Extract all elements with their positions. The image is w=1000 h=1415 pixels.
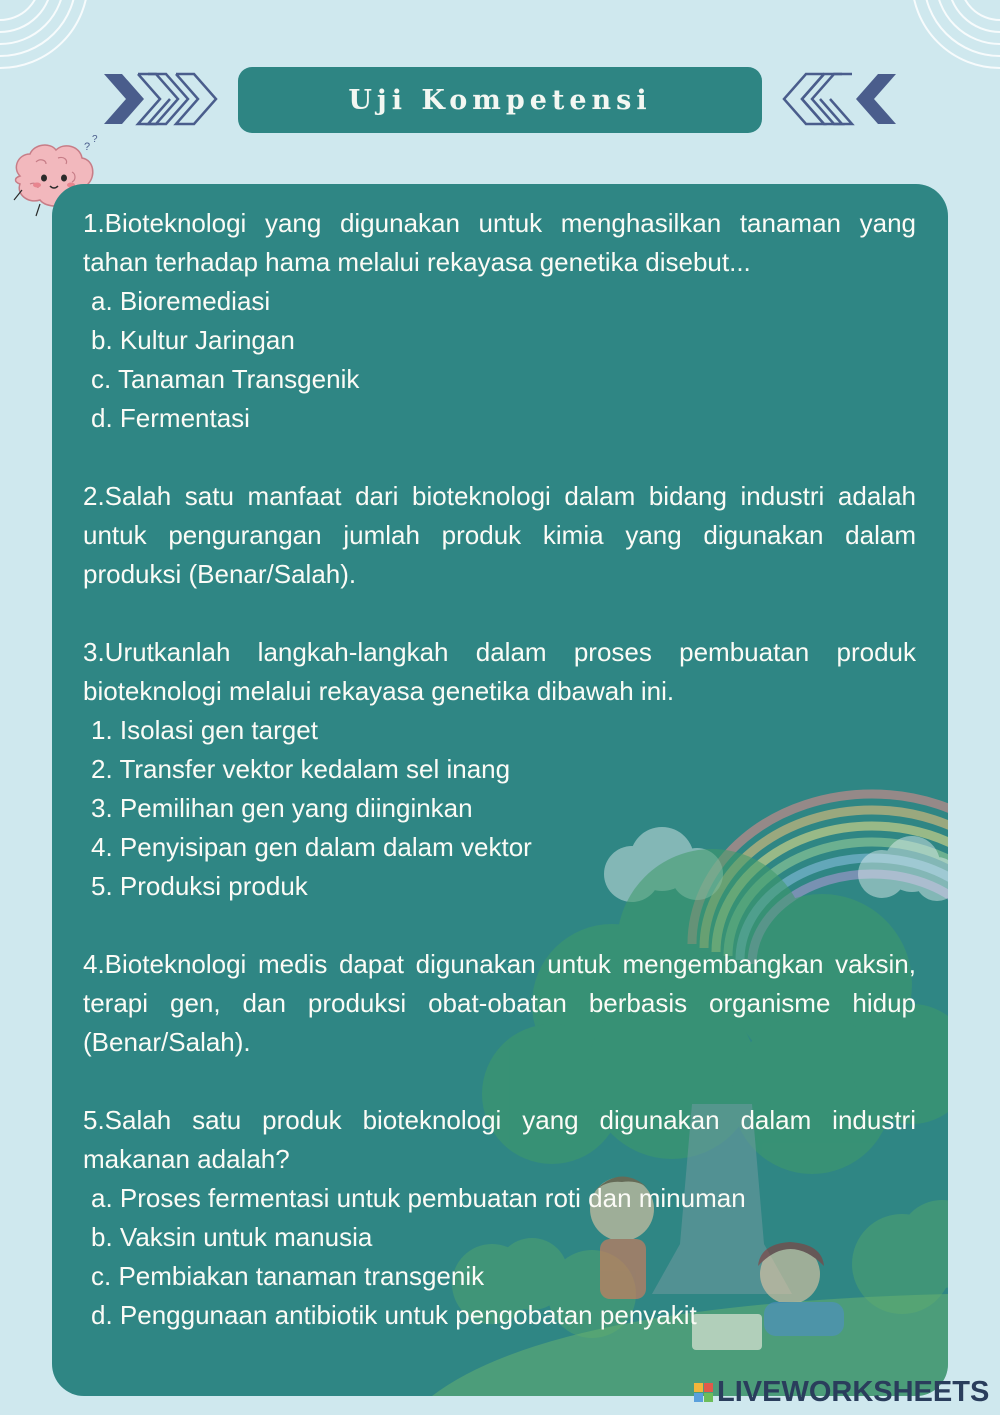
liveworksheets-logo-icon [694,1383,713,1402]
liveworksheets-logo-text: LIVEWORKSHEETS [717,1375,990,1408]
chevrons-left-icon [780,66,900,132]
question-5 [83,1101,916,1335]
question-5-option-a: a. Proses fermentasi untuk pembuatan roti dan minuman [91,1183,746,1213]
decorative-arcs-left [0,0,110,70]
questions-list [83,204,916,1335]
question-3-step-4: 4. Penyisipan gen dalam dalam vektor [91,832,532,862]
question-1-text: 1.Bioteknologi yang digunakan untuk menghasilkan tanaman yang tahan terhadap hama melalui rekayasa genetika disebut... [83,208,916,277]
decorative-arcs-right [890,0,1000,70]
question-1-option-a: a. Bioremediasi [91,286,271,316]
question-3-step-2: 2. Transfer vektor kedalam sel inang [91,754,511,784]
question-5-text: 5.Salah satu produk bioteknologi yang digunakan dalam industri makanan adalah? [83,1105,916,1174]
question-1-option-d: d. Fermentasi [91,403,250,433]
svg-text:?: ? [84,141,91,153]
question-4-text: 4.Bioteknologi medis dapat digunakan untuk mengembangkan vaksin, terapi gen, dan produksi obat-obatan berbasis organisme hidup (Benar/Salah). [83,949,916,1057]
liveworksheets-logo [694,1376,989,1408]
question-3 [83,633,916,906]
question-5-option-b: b. Vaksin untuk manusia [91,1222,373,1252]
question-1-option-b: b. Kultur Jaringan [91,325,295,355]
question-1 [83,204,916,438]
question-card [52,184,948,1396]
svg-text:?: ? [92,134,98,145]
title-banner [238,67,762,133]
chevrons-right-icon [100,66,220,132]
question-4 [83,945,916,1062]
question-5-option-c: c. Pembiakan tanaman transgenik [91,1261,485,1291]
question-3-text: 3.Urutkanlah langkah-langkah dalam proses pembuatan produk bioteknologi melalui rekayasa genetika dibawah ini. [83,637,916,706]
question-1-option-c: c. Tanaman Transgenik [91,364,360,394]
question-3-step-3: 3. Pemilihan gen yang diinginkan [91,793,473,823]
question-2-text: 2.Salah satu manfaat dari bioteknologi dalam bidang industri adalah untuk pengurangan jumlah produk kimia yang digunakan dalam produksi (Benar/Salah). [83,481,916,589]
question-5-option-d: d. Penggunaan antibiotik untuk pengobatan penyakit [91,1300,697,1330]
question-2 [83,477,916,594]
question-3-step-1: 1. Isolasi gen target [91,715,318,745]
question-3-step-5: 5. Produksi produk [91,871,308,901]
page-title: Uji Kompetensi [348,84,652,116]
